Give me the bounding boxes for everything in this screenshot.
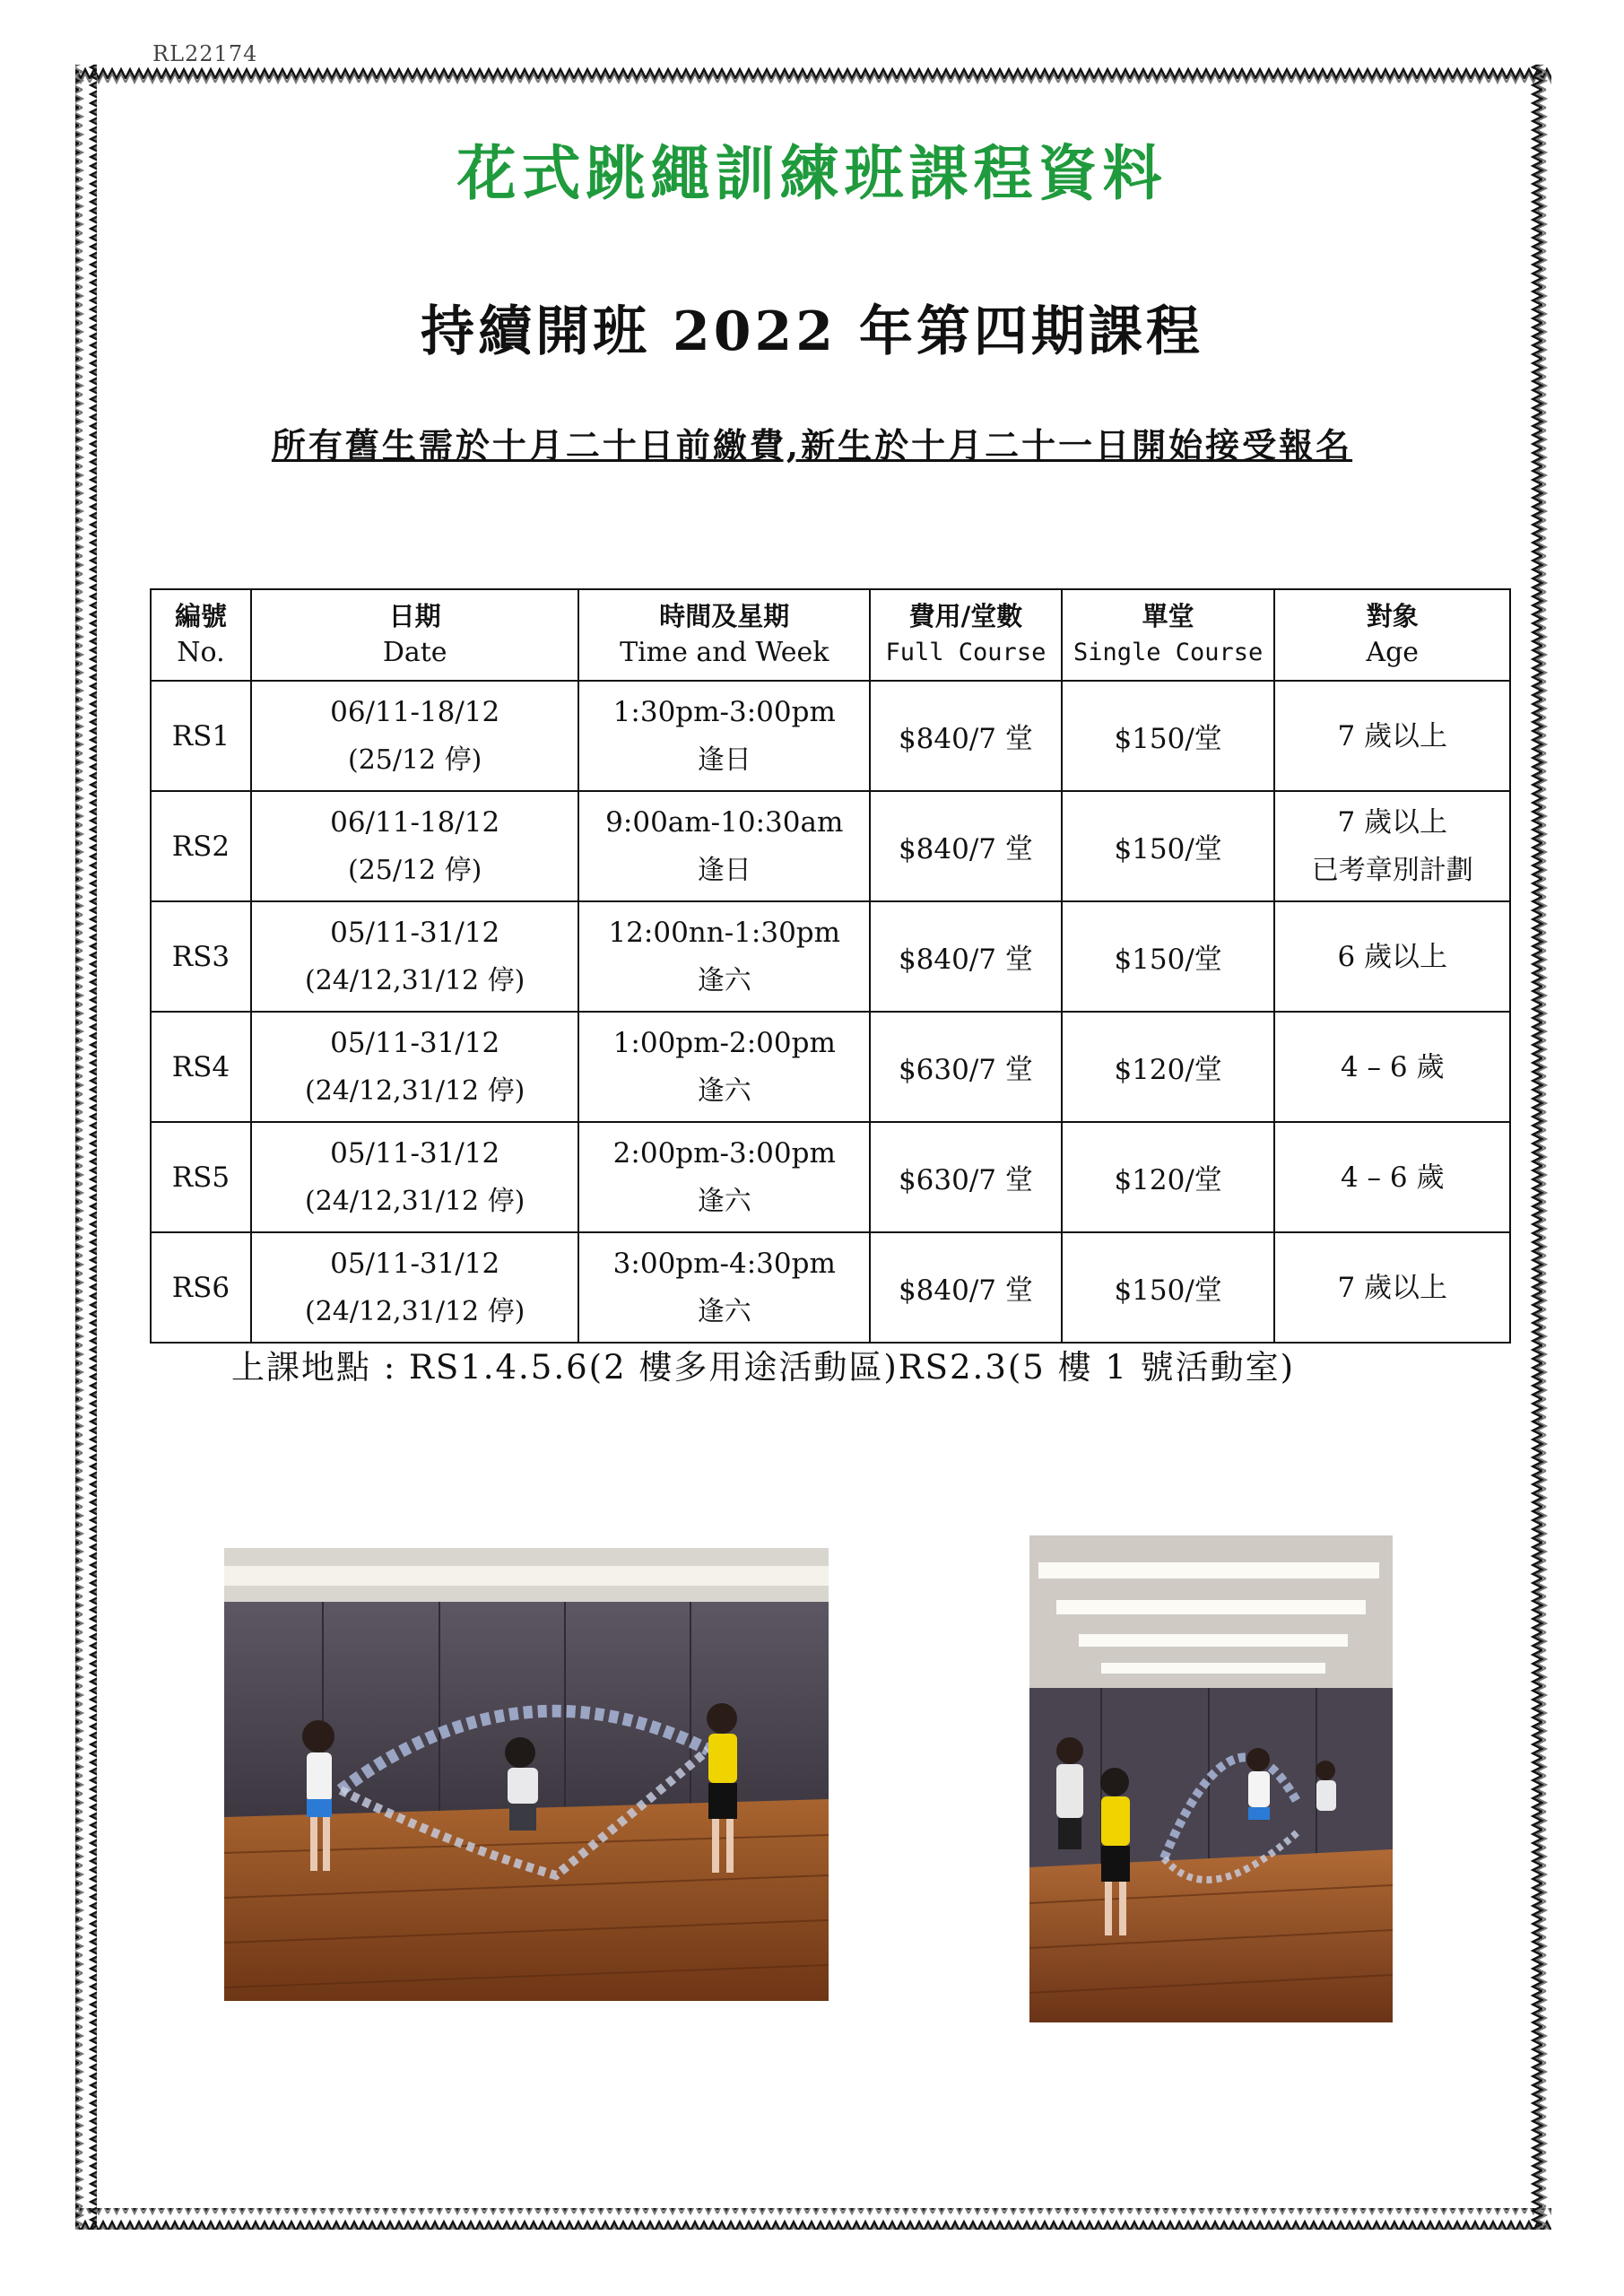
weekday: 逢日 [697,854,751,886]
weekday: 逢六 [697,1185,751,1217]
table-row [151,681,1510,791]
table-row [151,1232,1510,1343]
header-age [1274,589,1510,681]
cell-time [578,791,870,901]
cell-time [578,901,870,1012]
header-single-course [1062,589,1275,681]
age-range: 4 – 6 歲 [1340,1161,1445,1194]
cell-no: RS3 [151,901,251,1012]
header-time [578,589,870,681]
photo-illustration [1029,1535,1393,2022]
date-note: (24/12,31/12 停) [304,964,525,996]
date-range: 05/11-31/12 [330,916,500,949]
date-note: (25/12 停) [347,854,482,886]
cell-time [578,1232,870,1343]
cell-no: RS2 [151,791,251,901]
table-row [151,1122,1510,1232]
page-title: 花式跳繩訓練班課程資料 [456,138,1168,208]
cell-date [251,681,579,791]
header-en-label: Single Course [1073,639,1264,666]
cell-no: RS5 [151,1122,251,1232]
time-range: 9:00am-10:30am [605,805,844,839]
cell-age [1274,1232,1510,1343]
age-note: 已考章別計劃 [1311,854,1473,886]
date-range: 05/11-31/12 [330,1247,500,1280]
cell-time [578,1012,870,1122]
header-date [251,589,579,681]
cell-time [578,1122,870,1232]
table-row [151,791,1510,901]
header-no [151,589,251,681]
header-cn-label: 費用/堂數 [908,601,1023,631]
weekday: 逢日 [697,744,751,776]
header-en-label: Time and Week [620,637,829,668]
cell-full-course: $840/7 堂 [870,791,1062,901]
table-header-row [151,589,1510,681]
cell-no: RS1 [151,681,251,791]
cell-date [251,791,579,901]
cell-age [1274,1012,1510,1122]
cell-single-course: $120/堂 [1062,1012,1275,1122]
cell-full-course: $630/7 堂 [870,1012,1062,1122]
header-en-label: Date [382,637,447,668]
header-cn-label: 單堂 [1142,601,1194,631]
header-full-course [870,589,1062,681]
date-note: (25/12 停) [347,744,482,776]
age-range: 7 歲以上 [1337,805,1448,839]
age-range: 4 – 6 歲 [1340,1050,1445,1083]
enrollment-notice: 所有舊生需於十月二十日前繳費,新生於十月二十一日開始接受報名 [271,425,1353,465]
date-note: (24/12,31/12 停) [304,1295,525,1327]
cell-full-course: $840/7 堂 [870,681,1062,791]
cell-date [251,901,579,1012]
table-header [151,589,1510,681]
date-note: (24/12,31/12 停) [304,1074,525,1107]
table-row [151,901,1510,1012]
header-cn-label: 時間及星期 [659,601,790,631]
date-range: 05/11-31/12 [330,1026,500,1059]
cell-single-course: $150/堂 [1062,791,1275,901]
table-body [151,681,1510,1343]
table-row [151,1012,1510,1122]
cell-no: RS4 [151,1012,251,1122]
course-schedule-table [150,588,1511,1344]
cell-date [251,1122,579,1232]
time-range: 1:30pm-3:00pm [612,695,836,728]
time-range: 2:00pm-3:00pm [612,1136,836,1170]
cell-full-course: $840/7 堂 [870,901,1062,1012]
rope-skipping-photo-right [1029,1535,1393,2022]
cell-single-course: $150/堂 [1062,681,1275,791]
weekday: 逢六 [697,964,751,996]
time-range: 12:00nn-1:30pm [608,916,841,949]
date-range: 06/11-18/12 [330,695,500,728]
header-cn-label: 日期 [388,601,441,631]
weekday: 逢六 [697,1295,751,1327]
time-range: 1:00pm-2:00pm [612,1026,836,1059]
cell-time [578,681,870,791]
cell-single-course: $120/堂 [1062,1122,1275,1232]
cell-age [1274,901,1510,1012]
rope-skipping-photo-left [224,1548,829,2001]
cell-no: RS6 [151,1232,251,1343]
cell-full-course: $630/7 堂 [870,1122,1062,1232]
header-en-label: Full Course [885,639,1046,666]
age-range: 7 歲以上 [1337,719,1448,752]
cell-single-course: $150/堂 [1062,901,1275,1012]
date-note: (24/12,31/12 停) [304,1185,525,1217]
age-range: 6 歲以上 [1337,940,1448,973]
header-en-label: Age [1366,637,1420,668]
cell-single-course: $150/堂 [1062,1232,1275,1343]
page-subtitle: 持續開班 2022 年第四期課程 [421,300,1203,363]
header-cn-label: 對象 [1366,601,1419,631]
weekday: 逢六 [697,1074,751,1107]
photo-illustration [224,1548,829,2001]
class-venue: 上課地點 : RS1.4.5.6(2 樓多用途活動區)RS2.3(5 樓 1 號活動室) [231,1348,1296,1387]
date-range: 05/11-31/12 [330,1136,500,1170]
cell-age [1274,791,1510,901]
cell-full-course: $840/7 堂 [870,1232,1062,1343]
time-range: 3:00pm-4:30pm [612,1247,836,1280]
header-cn-label: 編號 [174,601,227,631]
header-en-label: No. [177,637,225,668]
age-range: 7 歲以上 [1337,1271,1448,1304]
cell-date [251,1232,579,1343]
cell-date [251,1012,579,1122]
date-range: 06/11-18/12 [330,805,500,839]
reference-code: RL22174 [152,41,258,66]
cell-age [1274,681,1510,791]
cell-age [1274,1122,1510,1232]
